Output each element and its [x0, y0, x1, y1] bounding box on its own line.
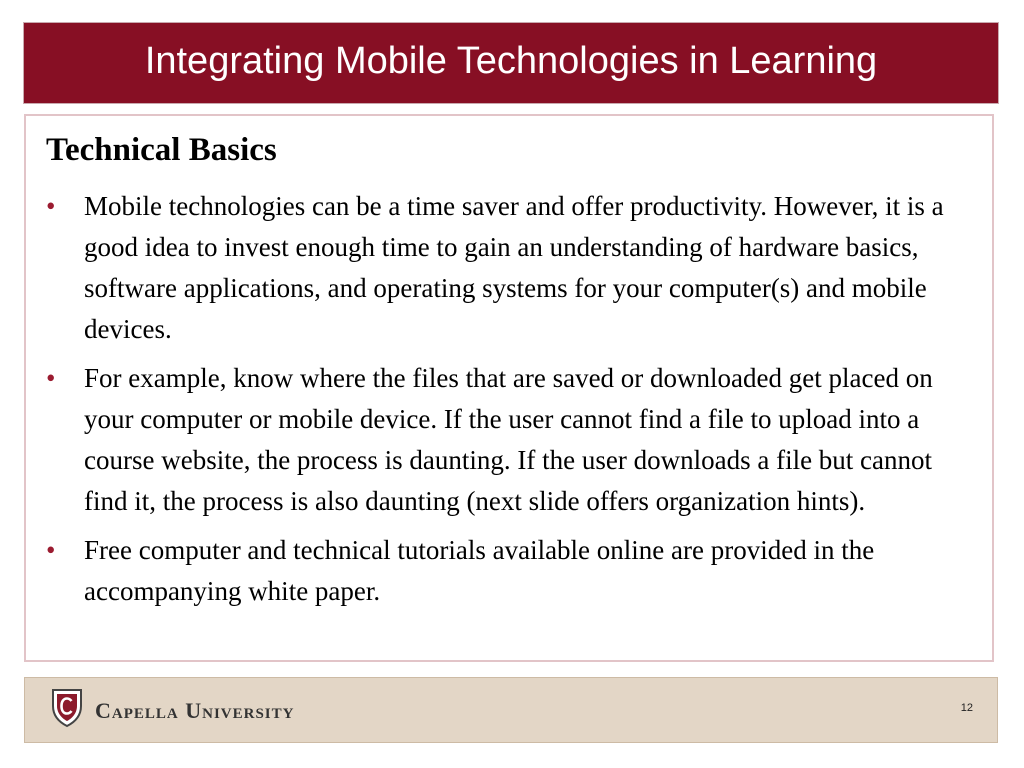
- bullet-text: Free computer and technical tutorials available online are provided in the accompanying white paper.: [84, 535, 875, 606]
- capella-crest-icon: [51, 688, 83, 728]
- bullet-icon: •: [46, 191, 56, 221]
- bullet-icon: •: [46, 363, 56, 393]
- section-heading: Technical Basics: [46, 132, 277, 168]
- bullet-text: Mobile technologies can be a time saver and offer productivity. However, it is a good idea to invest enough time to gain an understanding of hardware basics, software applications, and operating systems for your computer(s) and mobile devices.: [84, 191, 944, 344]
- bullet-item: [26, 186, 976, 350]
- brand-name: Capella University: [95, 698, 295, 723]
- footer-bar: [24, 677, 998, 743]
- content-area: [24, 114, 994, 662]
- bullet-item: [26, 358, 976, 522]
- page-number: 12: [960, 702, 973, 714]
- bullet-text: For example, know where the files that are saved or downloaded get placed on your computer or mobile device. If the user cannot find a file to upload into a course website, the process is daunting. If the user downloads a file but cannot find it, the process is also daunting (next slide offers organization hints).: [84, 363, 933, 516]
- bullet-list: [26, 186, 976, 620]
- slide-title: Integrating Mobile Technologies in Learning: [144, 40, 878, 82]
- title-bar: [24, 23, 998, 103]
- bullet-icon: •: [46, 535, 56, 565]
- bullet-item: [26, 530, 976, 612]
